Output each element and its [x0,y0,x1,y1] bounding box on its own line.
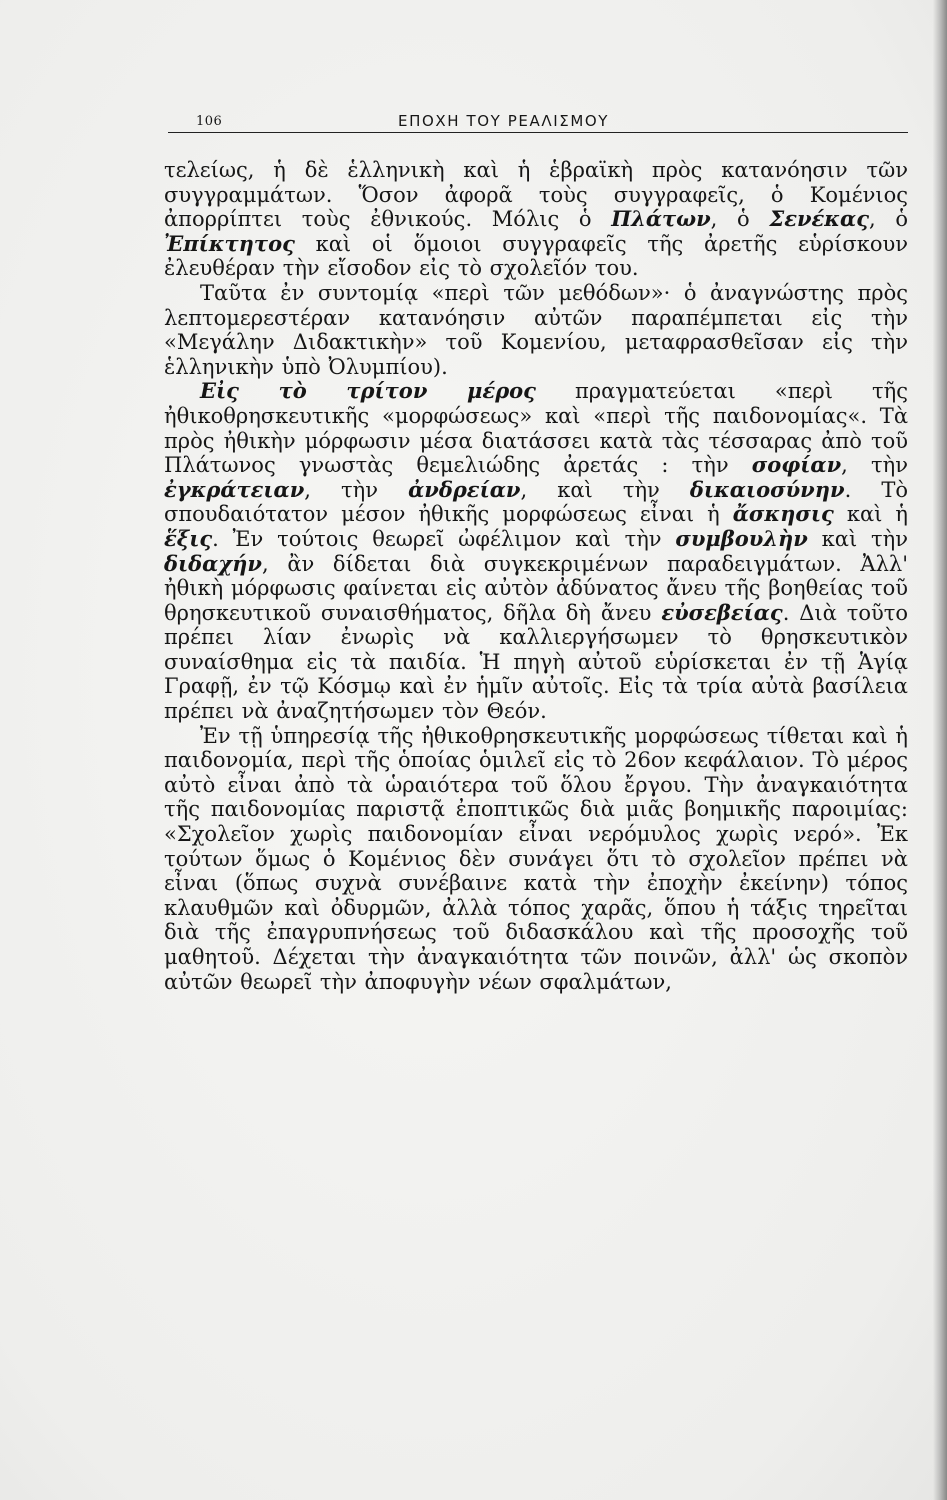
text-run: καὶ ἡ [833,502,908,527]
emphasized-term: σοφίαν [751,452,842,478]
text-run: καὶ τὴν [807,526,908,551]
emphasized-term: Εἰς τὸ τρίτον μέρος [200,378,536,404]
text-run: . Τὸ σπουδαιότατον μέσον ἠθικῆς μορφώσεως εἶναι ἡ [164,477,908,527]
emphasized-term: ἄσκησις [732,501,834,527]
emphasized-term: δικαιοσύνην [689,476,845,502]
paragraph [164,379,908,723]
emphasized-term: συμβουλὴν [675,525,808,551]
emphasized-term: Σενέκας [769,206,869,232]
header-rule [168,132,908,133]
text-run: , ὁ [869,207,908,232]
book-spine-shadow [933,0,947,1500]
text-run: καὶ οἱ ὅμοιοι συγγραφεῖς τῆς ἀρετῆς εὑρίσκουν ἐλευθέραν τὴν εἴσοδον εἰς τὸ σχολεῖόν του. [164,231,908,281]
paragraph [164,158,908,281]
text-run: . Ἐν τούτοις θεωρεῖ ὠφέλιμον καὶ τὴν [212,526,676,551]
emphasized-term: ἀνδρείαν [408,476,521,502]
emphasized-term: ἐγκράτειαν [164,476,305,502]
text-run: Ταῦτα ἐν συντομίᾳ «περὶ τῶν μεθόδων»· ὁ ἀναγνώστης πρὸς λεπτομερεστέραν κατανόησιν αὐτῶν παραπέμπεται εἰς τὴν «Μεγάλην Διδακτικὴν» τοῦ Κομενίου, μεταφρασθεῖσαν εἰς τὴν ἑλληνικὴν ὑπὸ Ὀλυμπίου). [164,280,908,379]
paragraph [164,281,908,379]
text-run: , τὴν [304,477,409,502]
paragraph [164,724,908,995]
body-text [164,158,908,994]
running-title: ΕΠΟΧΗ ΤΟΥ ΡΕΑΛΙΣΜΟΥ [398,112,610,130]
text-run: Ἐν τῇ ὑπηρεσίᾳ τῆς ἠθικοθρησκευτικῆς μορφώσεως τίθεται καὶ ἡ παιδονομία, περὶ τῆς ὁποίας ὁμιλεῖ εἰς τὸ 26ον κεφάλαιον. Τὸ μέρος αὐτὸ εἶναι ἀπὸ τὰ ὡραιότερα τοῦ ὅλου ἔργου. Τὴν ἀναγκαιότητα τῆς παιδονομίας παριστᾷ ἐποπτικῶς διὰ μιᾶς βοημικῆς παροιμίας: «Σχολεῖον χωρὶς παιδονομίαν εἶναι νερόμυλος χωρὶς νερό». Ἐκ τούτων ὅμως ὁ Κομένιος δὲν συνάγει ὅτι τὸ σχολεῖον πρέπει νὰ εἶναι (ὅπως συχνὰ συνέβαινε κατὰ τὴν ἐποχὴν ἐκείνην) τόπος κλαυθμῶν καὶ ὀδυρμῶν, ἀλλὰ τόπος χαρᾶς, ὅπου ἡ τάξις τηρεῖται διὰ τῆς ἐπαγρυπνήσεως τοῦ διδασκάλου καὶ τῆς προσοχῆς τοῦ μαθητοῦ. Δέχεται τὴν ἀναγκαιότητα τῶν ποινῶν, ἀλλ' ὡς σκοπὸν αὐτῶν θεωρεῖ τὴν ἀποφυγὴν νέων σφαλμάτων, [164,723,908,994]
text-run: . Διὰ τοῦτο πρέπει λίαν ἐνωρὶς νὰ καλλιεργήσωμεν τὸ θρησκευτικὸν συναίσθημα εἰς τὰ παιδία. Ἡ πηγὴ αὐτοῦ εὑρίσκεται ἐν τῇ Ἁγίᾳ Γραφῇ, ἐν τῷ Κόσμῳ καὶ ἐν ἡμῖν αὐτοῖς. Εἰς τὰ τρία αὐτὰ βασίλεια πρέπει νὰ ἀναζητήσωμεν τὸν Θεόν. [164,600,908,724]
text-run: , καὶ τὴν [520,477,690,502]
emphasized-term: διδαχήν [164,550,262,576]
text-run: πραγματεύεται «περὶ τῆς ἠθικοθρησκευτικῆς «μορφώσεως» καὶ «περὶ τῆς παιδονομίας«. Τὰ πρὸς ἠθικὴν μόρφωσιν μέσα διατάσσει κατὰ τὰς τέσσαρας ἀπὸ τοῦ Πλάτωνος γνωστὰς θεμελιώδης ἀρετάς : τὴν [164,379,908,478]
emphasized-term: Πλάτων [611,206,711,232]
text-run: τελείως, ἡ δὲ ἑλληνικὴ καὶ ἡ ἑβραϊκὴ πρὸς κατανόησιν τῶν συγγραμμάτων. Ὅσον ἀφορᾶ τοὺς συγγραφεῖς, ὁ Κομένιος ἀπορρίπτει τοὺς ἐθνικούς. Μόλις ὁ [164,158,908,232]
text-run: , ἂν δίδεται διὰ συγκεκριμένων παραδειγμάτων. Ἀλλ' ἠθικὴ μόρφωσις φαίνεται εἰς αὐτὸν ἀδύνατος ἄνευ τῆς βοηθείας τοῦ θρησκευτικοῦ συναισθήματος, δῆλα δὴ ἄνευ [164,551,908,625]
page-number: 106 [196,114,223,129]
text-run: , τὴν [841,453,908,478]
emphasized-term: εὐσεβείας [661,599,783,625]
emphasized-term: Ἐπίκτητος [164,230,295,256]
emphasized-term: ἕξις [164,525,213,551]
text-run: , ὁ [710,207,770,232]
